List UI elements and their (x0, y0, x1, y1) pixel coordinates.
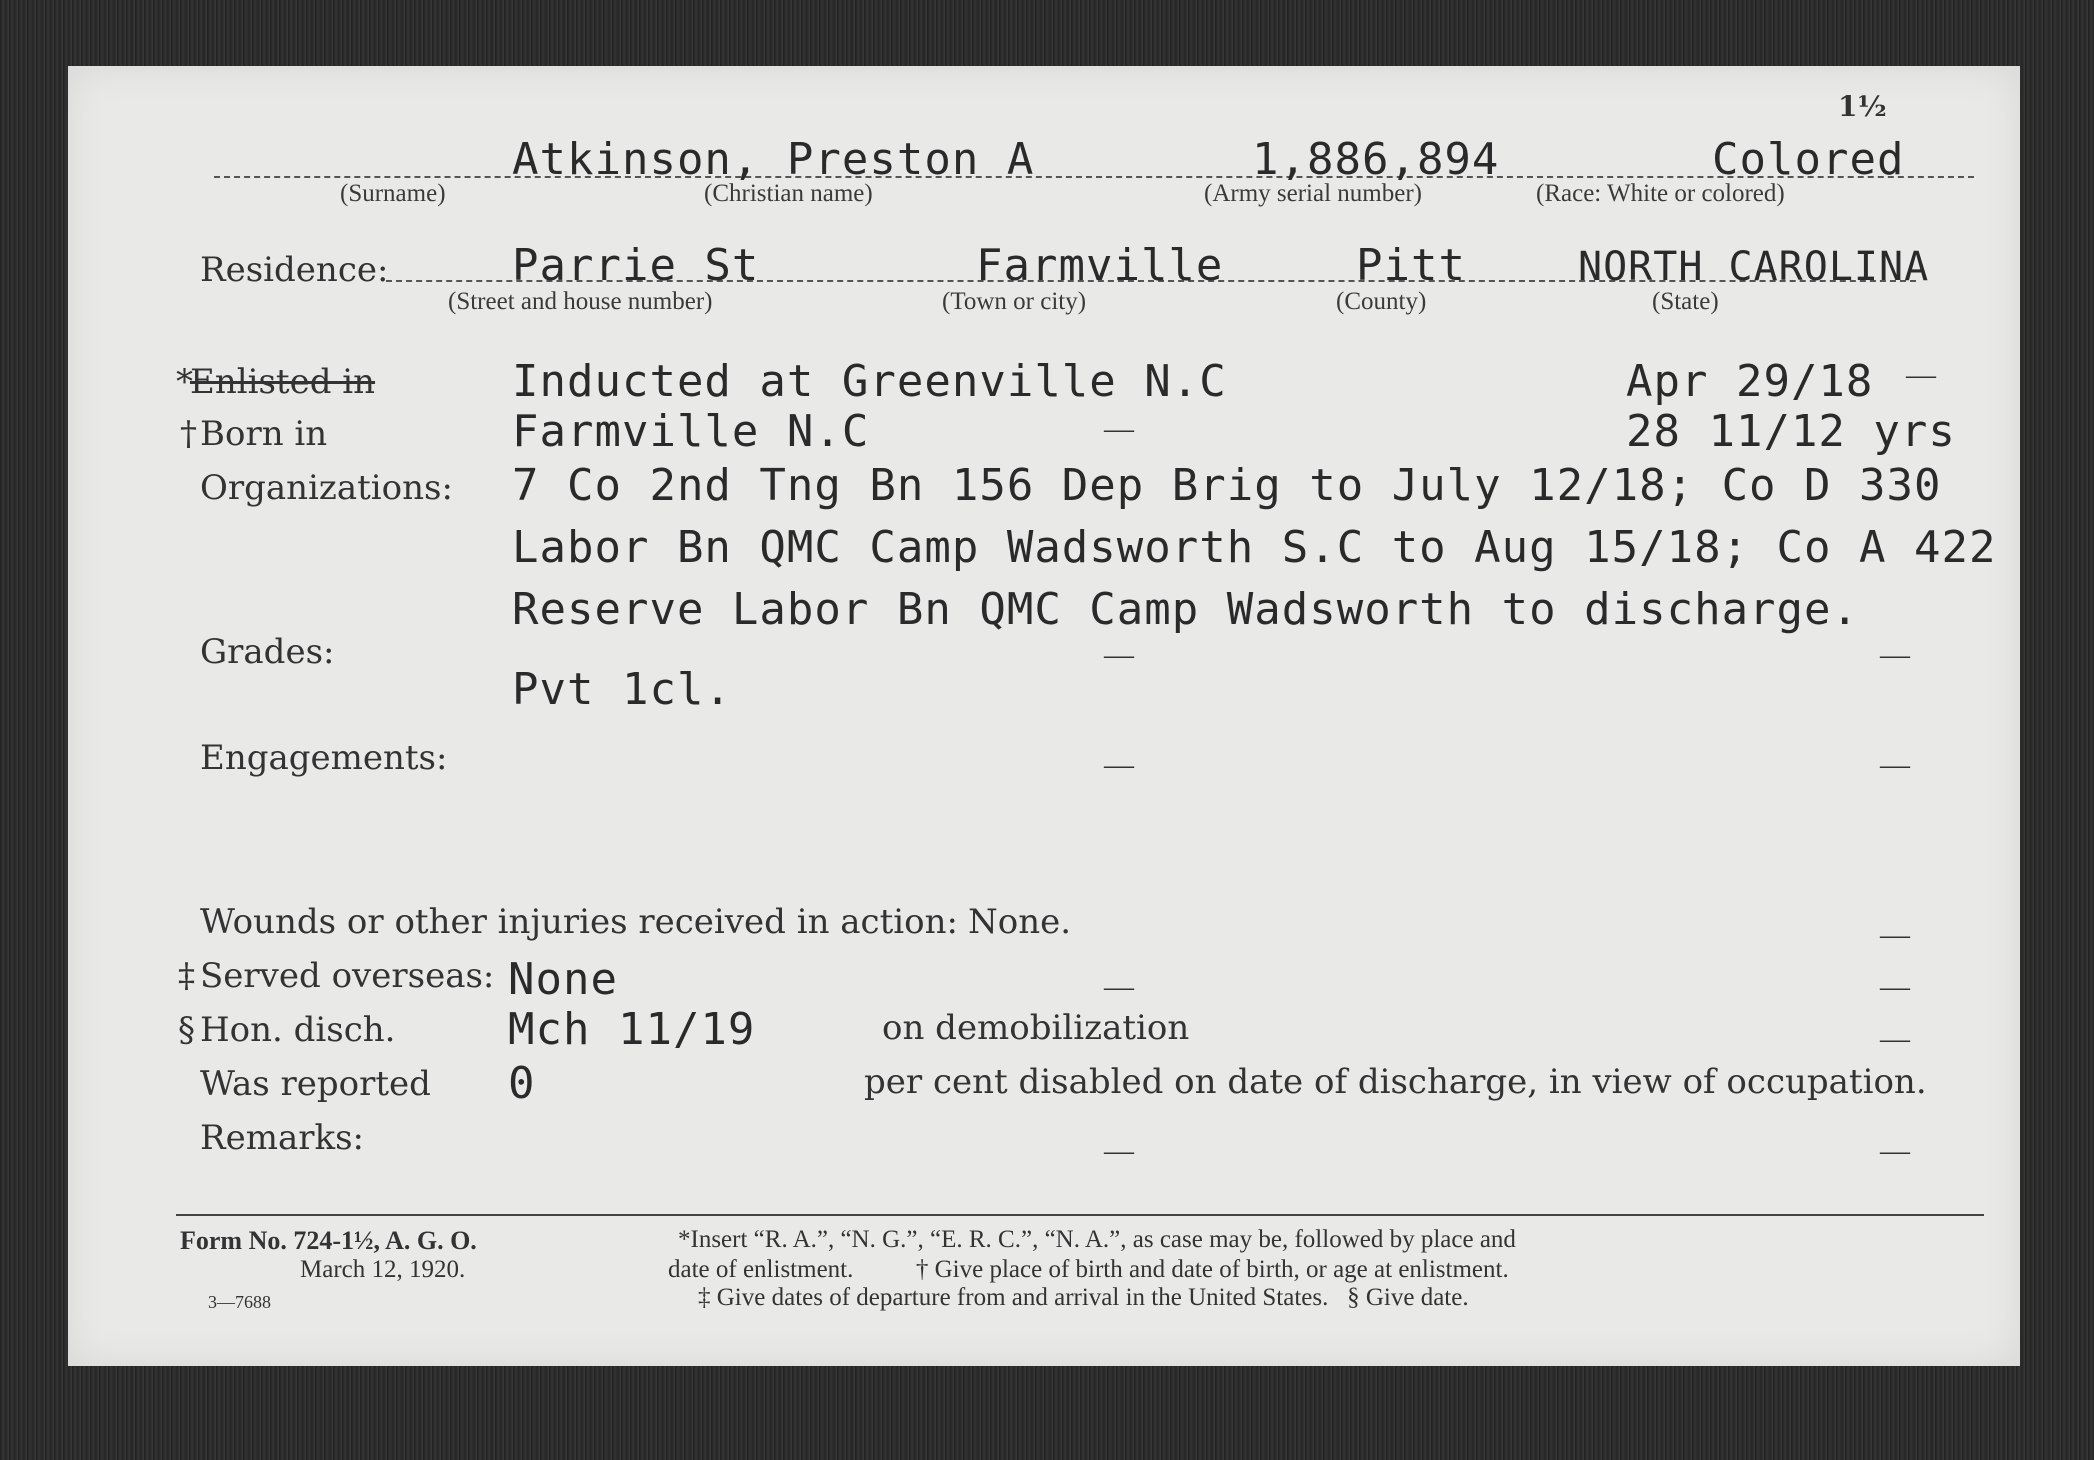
born-value: Farmville N.C (512, 406, 870, 457)
born-mark: † (180, 414, 197, 454)
card-number-mark: 1½ (1838, 90, 1887, 123)
wounds-dash: — (1880, 918, 1910, 951)
surname-christian-value: Atkinson, Preston A (512, 134, 1035, 185)
overseas-dash-mid: — (1104, 970, 1134, 1003)
grades-dash-mid: — (1104, 638, 1134, 671)
race-caption: (Race: White or colored) (1536, 180, 1785, 207)
reported-value: 0 (508, 1058, 536, 1109)
overseas-label: Served overseas: (200, 956, 495, 996)
enlisted-date: Apr 29/18 (1626, 356, 1874, 407)
form-date: March 12, 1920. (300, 1256, 466, 1283)
organizations-line-2: Labor Bn QMC Camp Wadsworth S.C to Aug 15/18; Co A 422 (512, 522, 1997, 573)
enlisted-mark: * (176, 362, 193, 402)
born-dash: — (1104, 412, 1134, 445)
discharge-dash: — (1880, 1022, 1910, 1055)
header-rule (214, 176, 1974, 178)
discharge-label: Hon. disch. (200, 1010, 396, 1050)
overseas-value: None (508, 954, 618, 1005)
form-code: 3—7688 (208, 1292, 271, 1312)
engagements-label: Engagements: (200, 738, 448, 778)
organizations-line-1: 7 Co 2nd Tng Bn 156 Dep Brig to July 12/18; Co D 330 (512, 460, 1942, 511)
wounds-value: None. (968, 902, 1072, 942)
state-value: NORTH CAROLINA (1578, 244, 1930, 290)
organizations-line-3: Reserve Labor Bn QMC Camp Wadsworth to discharge. (512, 584, 1860, 635)
enlisted-value: Inducted at Greenville N.C (512, 356, 1227, 407)
remarks-label: Remarks: (200, 1118, 364, 1158)
engagements-dash-right: — (1880, 748, 1910, 781)
christian-caption: (Christian name) (704, 180, 873, 207)
county-caption: (County) (1336, 288, 1427, 315)
footer-rule (176, 1214, 1984, 1216)
grades-dash-right: — (1880, 638, 1910, 671)
reported-label: Was reported (200, 1064, 431, 1104)
grades-value: Pvt 1cl. (512, 664, 732, 715)
overseas-mark: ‡ (178, 956, 195, 996)
born-label: Born in (200, 414, 328, 454)
overseas-dash-right: — (1880, 970, 1910, 1003)
county-value: Pitt (1356, 240, 1466, 291)
town-value: Farmville (976, 240, 1224, 291)
street-value: Parrie St (512, 240, 760, 291)
serial-caption: (Army serial number) (1204, 180, 1422, 207)
service-record-card (68, 66, 2020, 1366)
residence-label: Residence: (200, 250, 389, 290)
state-caption: (State) (1652, 288, 1719, 315)
street-caption: (Street and house number) (448, 288, 713, 315)
serial-number-value: 1,886,894 (1252, 134, 1500, 185)
remarks-dash-mid: — (1104, 1134, 1134, 1167)
born-age: 28 11/12 yrs (1626, 406, 1956, 457)
discharge-value: Mch 11/19 (508, 1004, 756, 1055)
reported-note: per cent disabled on date of discharge, in view of occupation. (864, 1062, 1927, 1102)
enlisted-dash: — (1906, 358, 1936, 391)
discharge-note: on demobilization (882, 1008, 1190, 1048)
engagements-dash-mid: — (1104, 748, 1134, 781)
footnote-line-2: date of enlistment. † Give place of birth and date of birth, or age at enlistment. (668, 1256, 1509, 1283)
footnote-line-1: *Insert “R. A.”, “N. G.”, “E. R. C.”, “N. A.”, as case may be, followed by place and (678, 1226, 1516, 1253)
footnote-line-3: ‡ Give dates of departure from and arrival in the United States. § Give date. (698, 1284, 1469, 1311)
enlisted-label: Enlisted in (190, 362, 376, 402)
grades-label: Grades: (200, 632, 335, 672)
surname-caption: (Surname) (340, 180, 446, 207)
wounds-label: Wounds or other injuries received in action: (200, 902, 958, 942)
discharge-mark: § (178, 1010, 195, 1050)
race-value: Colored (1712, 134, 1905, 185)
form-number: Form No. 724-1½, A. G. O. (180, 1226, 477, 1255)
town-caption: (Town or city) (942, 288, 1087, 315)
remarks-dash-right: — (1880, 1134, 1910, 1167)
organizations-label: Organizations: (200, 468, 453, 508)
